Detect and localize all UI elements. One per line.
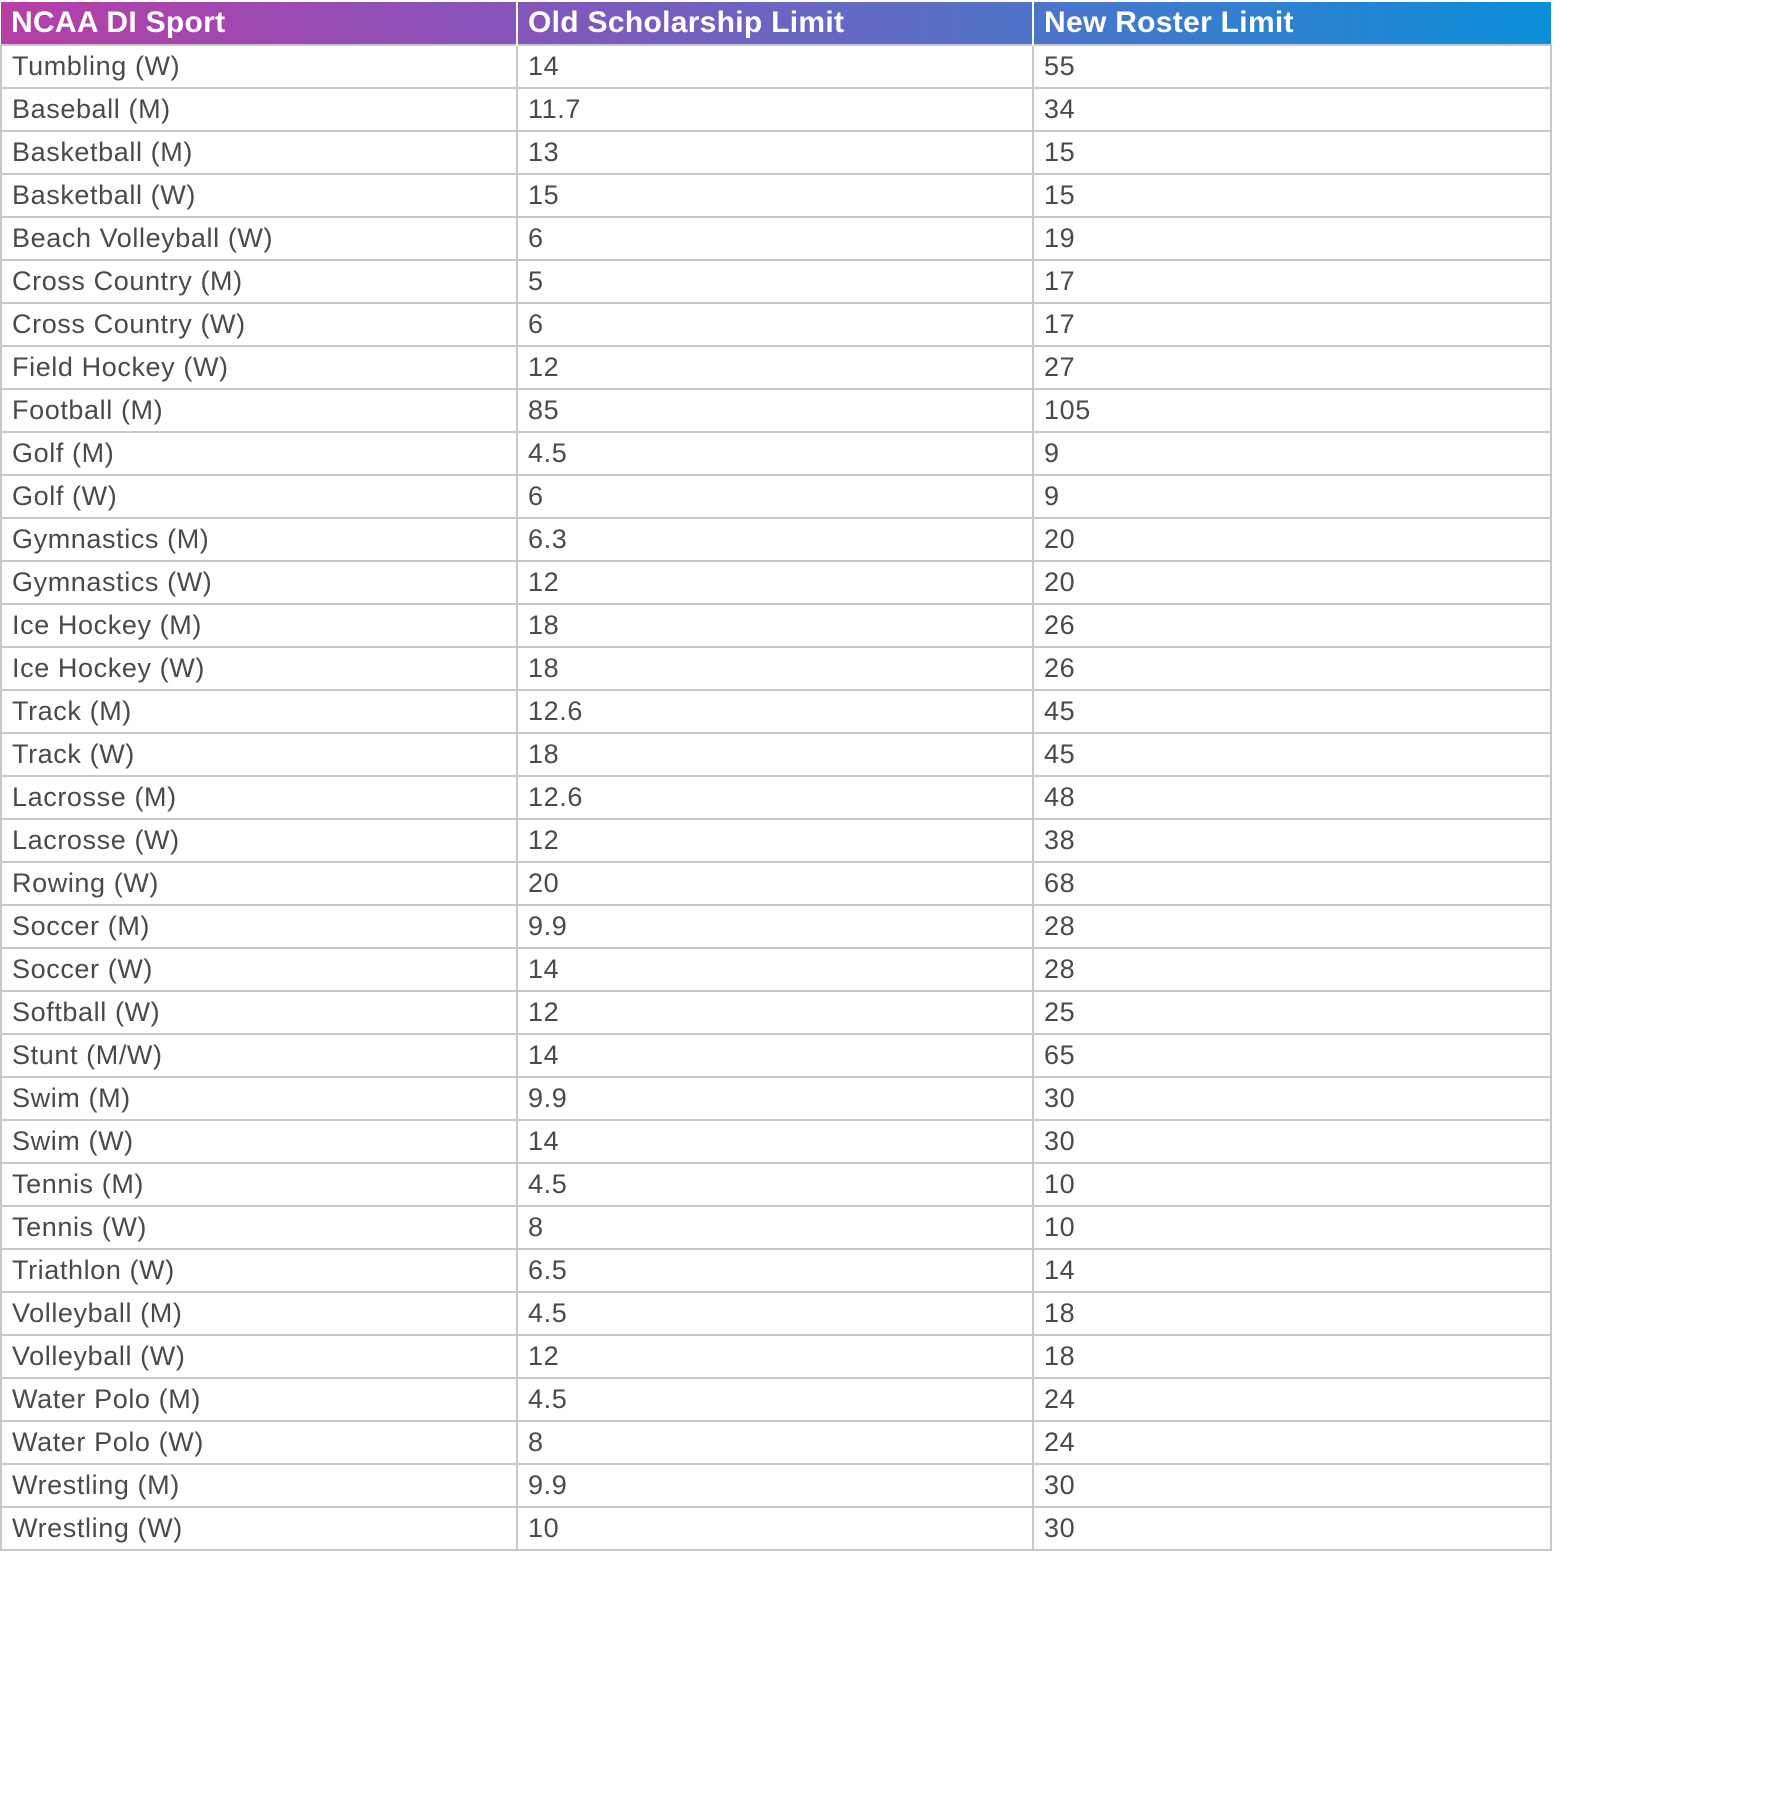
table-row	[1, 1163, 1551, 1206]
table-row	[1, 948, 1551, 991]
old-scholarship-limit-cell: 8	[517, 1421, 1033, 1464]
old-scholarship-limit-cell: 4.5	[517, 1292, 1033, 1335]
table-row	[1, 475, 1551, 518]
new-roster-limit-cell: 48	[1033, 776, 1551, 819]
sport-cell: Golf (M)	[1, 432, 517, 475]
new-roster-limit-cell: 26	[1033, 647, 1551, 690]
old-scholarship-limit-cell: 6	[517, 217, 1033, 260]
old-scholarship-limit-cell: 6	[517, 303, 1033, 346]
table-row	[1, 1421, 1551, 1464]
table-row	[1, 1378, 1551, 1421]
new-roster-limit-cell: 65	[1033, 1034, 1551, 1077]
table-row	[1, 1120, 1551, 1163]
old-scholarship-limit-cell: 18	[517, 733, 1033, 776]
table-row	[1, 1507, 1551, 1550]
table-row	[1, 303, 1551, 346]
new-roster-limit-cell: 9	[1033, 475, 1551, 518]
table-row	[1, 1464, 1551, 1507]
table-row	[1, 604, 1551, 647]
new-roster-limit-cell: 18	[1033, 1292, 1551, 1335]
sport-cell: Swim (W)	[1, 1120, 517, 1163]
old-scholarship-limit-cell: 8	[517, 1206, 1033, 1249]
old-scholarship-limit-cell: 11.7	[517, 88, 1033, 131]
old-scholarship-limit-cell: 5	[517, 260, 1033, 303]
new-roster-limit-cell: 10	[1033, 1206, 1551, 1249]
new-roster-limit-cell: 14	[1033, 1249, 1551, 1292]
new-roster-limit-cell: 17	[1033, 260, 1551, 303]
sport-cell: Field Hockey (W)	[1, 346, 517, 389]
new-roster-limit-cell: 30	[1033, 1120, 1551, 1163]
sport-cell: Football (M)	[1, 389, 517, 432]
sport-cell: Cross Country (M)	[1, 260, 517, 303]
table-row	[1, 1206, 1551, 1249]
sport-cell: Basketball (M)	[1, 131, 517, 174]
new-roster-limit-cell: 15	[1033, 174, 1551, 217]
old-scholarship-limit-cell: 6.5	[517, 1249, 1033, 1292]
old-scholarship-limit-cell: 18	[517, 647, 1033, 690]
column-header-sport: NCAA DI Sport	[1, 2, 517, 45]
table-header-row	[1, 2, 1551, 45]
sport-cell: Soccer (W)	[1, 948, 517, 991]
table-row	[1, 647, 1551, 690]
table-row	[1, 518, 1551, 561]
sport-cell: Gymnastics (M)	[1, 518, 517, 561]
new-roster-limit-cell: 20	[1033, 518, 1551, 561]
old-scholarship-limit-cell: 10	[517, 1507, 1033, 1550]
new-roster-limit-cell: 30	[1033, 1507, 1551, 1550]
sport-cell: Lacrosse (W)	[1, 819, 517, 862]
table-row	[1, 776, 1551, 819]
sport-cell: Lacrosse (M)	[1, 776, 517, 819]
new-roster-limit-cell: 10	[1033, 1163, 1551, 1206]
new-roster-limit-cell: 30	[1033, 1077, 1551, 1120]
old-scholarship-limit-cell: 14	[517, 45, 1033, 88]
new-roster-limit-cell: 28	[1033, 948, 1551, 991]
table-row	[1, 1292, 1551, 1335]
table-row	[1, 45, 1551, 88]
old-scholarship-limit-cell: 12.6	[517, 690, 1033, 733]
old-scholarship-limit-cell: 12	[517, 991, 1033, 1034]
old-scholarship-limit-cell: 12	[517, 819, 1033, 862]
old-scholarship-limit-cell: 6.3	[517, 518, 1033, 561]
old-scholarship-limit-cell: 6	[517, 475, 1033, 518]
sport-cell: Wrestling (W)	[1, 1507, 517, 1550]
table-row	[1, 561, 1551, 604]
sport-cell: Water Polo (W)	[1, 1421, 517, 1464]
new-roster-limit-cell: 55	[1033, 45, 1551, 88]
old-scholarship-limit-cell: 4.5	[517, 432, 1033, 475]
old-scholarship-limit-cell: 15	[517, 174, 1033, 217]
sport-cell: Track (W)	[1, 733, 517, 776]
sport-cell: Basketball (W)	[1, 174, 517, 217]
table-row	[1, 862, 1551, 905]
roster-limits-table	[0, 2, 1552, 1551]
old-scholarship-limit-cell: 13	[517, 131, 1033, 174]
old-scholarship-limit-cell: 85	[517, 389, 1033, 432]
sport-cell: Water Polo (M)	[1, 1378, 517, 1421]
table-body	[1, 45, 1551, 1550]
old-scholarship-limit-cell: 9.9	[517, 1077, 1033, 1120]
new-roster-limit-cell: 25	[1033, 991, 1551, 1034]
new-roster-limit-cell: 45	[1033, 690, 1551, 733]
old-scholarship-limit-cell: 4.5	[517, 1163, 1033, 1206]
table-row	[1, 1034, 1551, 1077]
sport-cell: Tennis (M)	[1, 1163, 517, 1206]
sport-cell: Softball (W)	[1, 991, 517, 1034]
table-row	[1, 88, 1551, 131]
new-roster-limit-cell: 28	[1033, 905, 1551, 948]
table-row	[1, 260, 1551, 303]
table-row	[1, 131, 1551, 174]
new-roster-limit-cell: 24	[1033, 1378, 1551, 1421]
new-roster-limit-cell: 9	[1033, 432, 1551, 475]
old-scholarship-limit-cell: 12.6	[517, 776, 1033, 819]
old-scholarship-limit-cell: 14	[517, 1034, 1033, 1077]
old-scholarship-limit-cell: 12	[517, 1335, 1033, 1378]
table-row	[1, 346, 1551, 389]
sport-cell: Soccer (M)	[1, 905, 517, 948]
table-row	[1, 905, 1551, 948]
new-roster-limit-cell: 26	[1033, 604, 1551, 647]
sport-cell: Triathlon (W)	[1, 1249, 517, 1292]
old-scholarship-limit-cell: 9.9	[517, 905, 1033, 948]
table-row	[1, 733, 1551, 776]
sport-cell: Volleyball (W)	[1, 1335, 517, 1378]
old-scholarship-limit-cell: 20	[517, 862, 1033, 905]
new-roster-limit-cell: 105	[1033, 389, 1551, 432]
new-roster-limit-cell: 27	[1033, 346, 1551, 389]
new-roster-limit-cell: 24	[1033, 1421, 1551, 1464]
old-scholarship-limit-cell: 18	[517, 604, 1033, 647]
table-row	[1, 217, 1551, 260]
table-row	[1, 819, 1551, 862]
table-row	[1, 1249, 1551, 1292]
sport-cell: Cross Country (W)	[1, 303, 517, 346]
roster-limits-table-container	[0, 2, 1550, 1551]
new-roster-limit-cell: 15	[1033, 131, 1551, 174]
table-row	[1, 690, 1551, 733]
sport-cell: Ice Hockey (W)	[1, 647, 517, 690]
new-roster-limit-cell: 45	[1033, 733, 1551, 776]
column-header-old-scholarship-limit: Old Scholarship Limit	[517, 2, 1033, 45]
old-scholarship-limit-cell: 9.9	[517, 1464, 1033, 1507]
sport-cell: Wrestling (M)	[1, 1464, 517, 1507]
new-roster-limit-cell: 18	[1033, 1335, 1551, 1378]
sport-cell: Track (M)	[1, 690, 517, 733]
sport-cell: Beach Volleyball (W)	[1, 217, 517, 260]
new-roster-limit-cell: 17	[1033, 303, 1551, 346]
sport-cell: Volleyball (M)	[1, 1292, 517, 1335]
new-roster-limit-cell: 19	[1033, 217, 1551, 260]
old-scholarship-limit-cell: 14	[517, 1120, 1033, 1163]
table-row	[1, 991, 1551, 1034]
new-roster-limit-cell: 20	[1033, 561, 1551, 604]
old-scholarship-limit-cell: 4.5	[517, 1378, 1033, 1421]
table-row	[1, 389, 1551, 432]
sport-cell: Swim (M)	[1, 1077, 517, 1120]
new-roster-limit-cell: 68	[1033, 862, 1551, 905]
sport-cell: Tumbling (W)	[1, 45, 517, 88]
sport-cell: Tennis (W)	[1, 1206, 517, 1249]
sport-cell: Gymnastics (W)	[1, 561, 517, 604]
old-scholarship-limit-cell: 12	[517, 561, 1033, 604]
table-row	[1, 174, 1551, 217]
sport-cell: Ice Hockey (M)	[1, 604, 517, 647]
column-header-new-roster-limit: New Roster Limit	[1044, 6, 1294, 39]
table-row	[1, 432, 1551, 475]
sport-cell: Baseball (M)	[1, 88, 517, 131]
sport-cell: Stunt (M/W)	[1, 1034, 517, 1077]
sport-cell: Golf (W)	[1, 475, 517, 518]
old-scholarship-limit-cell: 14	[517, 948, 1033, 991]
table-row	[1, 1077, 1551, 1120]
old-scholarship-limit-cell: 12	[517, 346, 1033, 389]
new-roster-limit-cell: 34	[1033, 88, 1551, 131]
table-row	[1, 1335, 1551, 1378]
new-roster-limit-cell: 38	[1033, 819, 1551, 862]
sport-cell: Rowing (W)	[1, 862, 517, 905]
new-roster-limit-cell: 30	[1033, 1464, 1551, 1507]
